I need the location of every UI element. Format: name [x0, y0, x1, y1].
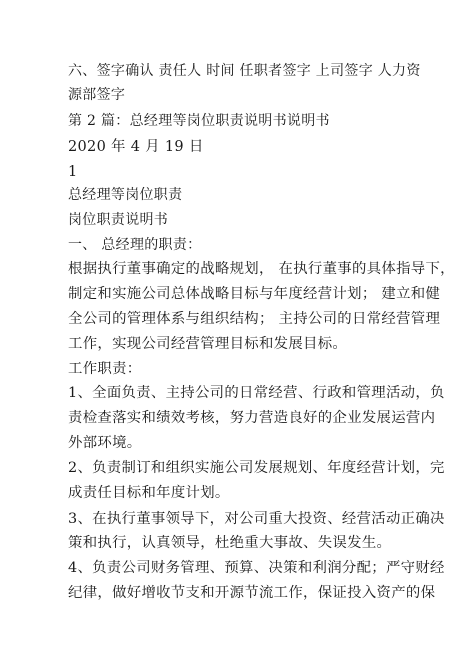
- duty-item-line: 责检查落实和绩效考核，努力营造良好的企业发展运营内: [68, 410, 436, 426]
- chapter-heading: 第 2 篇：总经理等岗位职责说明书说明书: [68, 113, 330, 129]
- signature-section-line-2: 源部签字: [68, 87, 126, 103]
- section-heading: 一、 总经理的职责：: [68, 237, 202, 253]
- page-number: 1: [68, 164, 78, 180]
- signature-section-line-1: 六、签字确认 责任人 时间 任职者签字 上司签字 人力资: [68, 63, 421, 79]
- document-date: 2020 年 4 月 19 日: [68, 139, 204, 155]
- duty-item-line: 2、负责制订和组织实施公司发展规划、年度经营计划，完: [68, 460, 445, 476]
- document-subtitle: 岗位职责说明书: [68, 212, 169, 228]
- paragraph-line: 根据执行董事确定的战略规划， 在执行董事的具体指导下，: [68, 261, 455, 277]
- duty-item-line: 1、全面负责、主持公司的日常经营、行政和管理活动，负: [68, 385, 445, 401]
- duty-item-line: 策和执行，认真领导，杜绝重大事故、失误发生。: [68, 535, 392, 551]
- duty-item-line: 纪律，做好增收节支和开源节流工作，保证投入资产的保: [68, 585, 436, 601]
- duty-item-line: 4、负责公司财务管理、预算、决策和利润分配；严守财经: [68, 560, 445, 576]
- paragraph-line: 全公司的管理体系与组织结构； 主持公司的日常经营管理: [68, 311, 441, 327]
- duties-heading: 工作职责：: [68, 361, 142, 377]
- duty-item-line: 成责任目标和年度计划。: [68, 485, 230, 501]
- duty-item-line: 3、在执行董事领导下，对公司重大投资、经营活动正确决: [68, 511, 445, 527]
- paragraph-line: 工作，实现公司经营管理目标和发展目标。: [68, 336, 348, 352]
- duty-item-line: 外部环境。: [68, 435, 142, 451]
- paragraph-line: 制定和实施公司总体战略目标与年度经营计划； 建立和健: [68, 286, 441, 302]
- document-title: 总经理等岗位职责: [68, 187, 183, 203]
